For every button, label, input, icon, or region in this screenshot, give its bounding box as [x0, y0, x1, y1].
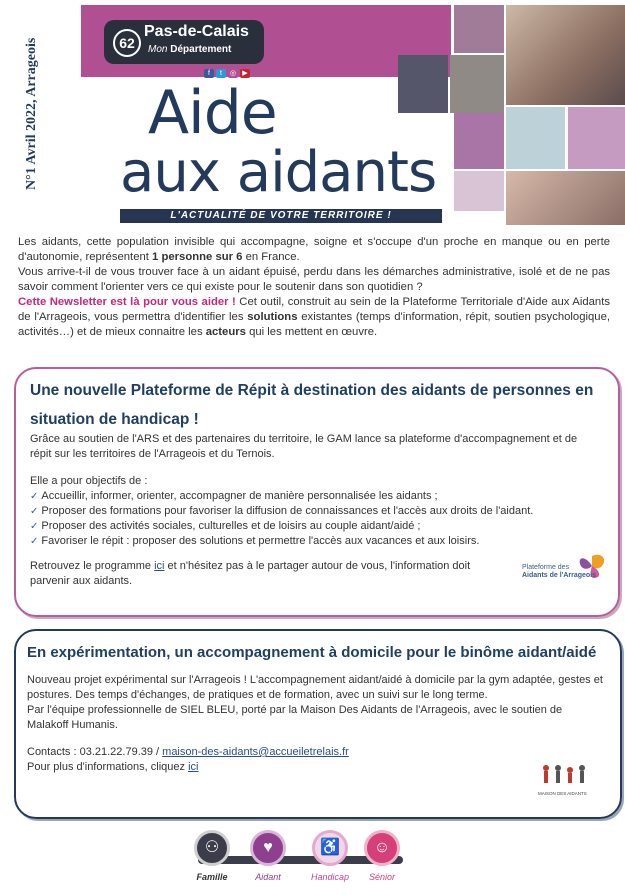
article-body-domicile — [27, 673, 605, 733]
article-title-domicile: En expérimentation, un accompagnement à domicile pour le binôme aidant/aidé — [27, 644, 597, 661]
department-logo — [104, 20, 264, 64]
logo-name: Pas-de-Calais — [144, 23, 249, 40]
issue-label-text: N°1 Avril 2022, Arrageois — [24, 37, 39, 190]
objectives-intro: Elle a pour objectifs de : — [30, 475, 148, 487]
footer-label: Aidant — [255, 872, 281, 882]
intro-paragraph — [18, 235, 610, 265]
wheelchair-icon: ♿ — [312, 830, 348, 866]
photo-tile — [506, 5, 625, 105]
intro-p1a: Les aidants, cette population invisible qui accompagne, soigne et s'occupe d'un proche en manque ou en perte d'autonomie, représentent — [18, 236, 610, 263]
photo-tile — [450, 55, 504, 113]
article-paragraph: Grâce au soutien de l'ARS et des partenaires du territoire, le GAM lance sa plateforme d'accompagnement et de répit sur les territoires de l'Arrageois et du Ternois. — [30, 433, 578, 460]
check-icon: ✓ — [30, 506, 39, 517]
objective-text: Accueillir, informer, orienter, accompagner de manière personnalisée les aidants ; — [41, 490, 438, 502]
photo-tile — [398, 55, 448, 113]
objective-text: Proposer des activités sociales, culturelles et de loisirs au couple aidant/aidé ; — [41, 520, 421, 532]
footer-label: Famille — [196, 872, 228, 882]
programme-link[interactable]: ici — [154, 560, 165, 572]
email-link[interactable]: maison-des-aidants@accueiletrelais.fr — [162, 746, 349, 758]
closing-text-b: et n'hésitez pas à le partager autour de vous, l'information doit parvenir aux aidants. — [30, 560, 471, 587]
logo-sub-italic: Mon — [148, 44, 168, 55]
contacts-phone: Contacts : 03.21.22.79.39 / — [27, 746, 163, 758]
check-icon: ✓ — [30, 521, 39, 532]
footer-categories — [190, 828, 410, 895]
aidant-icon: ♥ — [250, 830, 286, 866]
youtube-icon[interactable]: ▶ — [240, 69, 250, 78]
more-info-text: Pour plus d'informations, cliquez — [27, 761, 189, 773]
intro-paragraph: Vous arrive-t-il de vous trouver face à un aidant épuisé, perdu dans les démarches administrative, isolé et de ne pas savoir comment l'orienter vers ce qui existe pour le soutenir dans son quotidien ? — [18, 266, 610, 293]
intro-acteurs: acteurs — [205, 326, 246, 338]
check-icon: ✓ — [30, 536, 39, 547]
article-closing-plateforme — [30, 559, 510, 589]
intro-p3c: existantes (temps d'information, répit, soutien psychologique, activités…) et de mieux connaitre les — [18, 311, 610, 338]
tagline: L'ACTUALITÉ DE VOTRE TERRITOIRE ! — [120, 209, 442, 223]
footer-label: Handicap — [310, 872, 350, 882]
more-info-link[interactable]: ici — [188, 761, 199, 773]
footer-label: Sénior — [368, 872, 395, 882]
contacts-line — [27, 745, 527, 760]
list-item — [30, 504, 600, 519]
facebook-icon[interactable]: f — [204, 69, 214, 78]
issue-label — [4, 8, 39, 198]
intro-p3a: Cet outil, construit au sein de la Plateforme Territoriale d'Aide aux Aidants de l'Arrageois, vous permettra d'identifier les — [18, 296, 610, 323]
photo-tile — [506, 171, 625, 225]
plateforme-aidants-logo — [520, 552, 610, 588]
photo-tile — [568, 107, 625, 169]
photo-tile — [454, 171, 504, 211]
family-figures-icon — [534, 760, 596, 790]
list-item — [30, 519, 600, 534]
photo-tile — [506, 107, 565, 169]
twitter-icon[interactable]: t — [216, 69, 226, 78]
article-title-line1: Une nouvelle Plateforme de Répit à destination des aidants de personnes en — [30, 382, 594, 399]
logo-sub-text: Département — [170, 44, 232, 55]
maison-logo-text: MAISON DES AIDANTS — [538, 791, 587, 796]
footer-item-famille — [192, 830, 232, 882]
objectives-list — [30, 489, 600, 549]
footer-item-aidant — [248, 830, 288, 882]
plateforme-logo-line2: Aidants de l'Arrageois — [522, 572, 597, 579]
main-title-line1: Aide — [148, 78, 277, 148]
main-title-line2: aux aidants — [120, 140, 437, 205]
famille-icon: ⚇ — [194, 830, 230, 866]
footer-item-senior — [362, 830, 402, 882]
photo-tile — [454, 113, 504, 169]
intro-paragraph — [18, 295, 610, 340]
objective-text: Proposer des formations pour favoriser la diffusion de connaissances et l'accès aux droits de l'aidant. — [41, 505, 534, 517]
objective-text: Favoriser le répit : proposer des solutions et permettre l'accès aux vacances et aux loisirs. — [41, 535, 480, 547]
list-item — [30, 489, 600, 504]
intro-highlight: Cette Newsletter est là pour vous aider ! — [18, 296, 236, 308]
article-title-plateforme — [30, 380, 600, 431]
article-body-plateforme — [30, 432, 600, 549]
senior-icon: ☺ — [364, 830, 400, 866]
intro-text — [18, 235, 610, 340]
article-paragraph: Par l'équipe professionnelle de SIEL BLEU, porté par la Maison Des Aidants de l'Arrageois, avec le soutien de Malakoff Humanis. — [27, 704, 563, 731]
intro-solutions: solutions — [247, 311, 298, 323]
list-item — [30, 534, 600, 549]
plateforme-logo-line1: Plateforme des — [522, 564, 570, 571]
maison-des-aidants-logo — [534, 760, 596, 800]
photo-tile — [454, 5, 504, 53]
intro-p3e: qui les mettent en œuvre. — [245, 326, 378, 338]
footer-item-handicap — [308, 830, 352, 882]
logo-number: 62 — [113, 29, 141, 57]
intro-p1c: en France. — [242, 251, 300, 263]
article-paragraph: Nouveau projet expérimental sur l'Arrageois ! L'accompagnement aidant/aidé à domicile par la gym adaptée, gestes et postures. Des temps d'échanges, de pratiques et de formation, avec un suivi sur le long terme. — [27, 674, 603, 701]
instagram-icon[interactable]: ◎ — [229, 70, 237, 77]
article-title-line2: situation de handicap ! — [30, 411, 199, 428]
check-icon: ✓ — [30, 491, 39, 502]
contacts-block — [27, 745, 527, 775]
logo-subtitle — [148, 44, 231, 55]
closing-text-a: Retrouvez le programme — [30, 560, 155, 572]
more-info-line — [27, 760, 527, 775]
intro-p1-bold: 1 personne sur 6 — [152, 251, 243, 263]
